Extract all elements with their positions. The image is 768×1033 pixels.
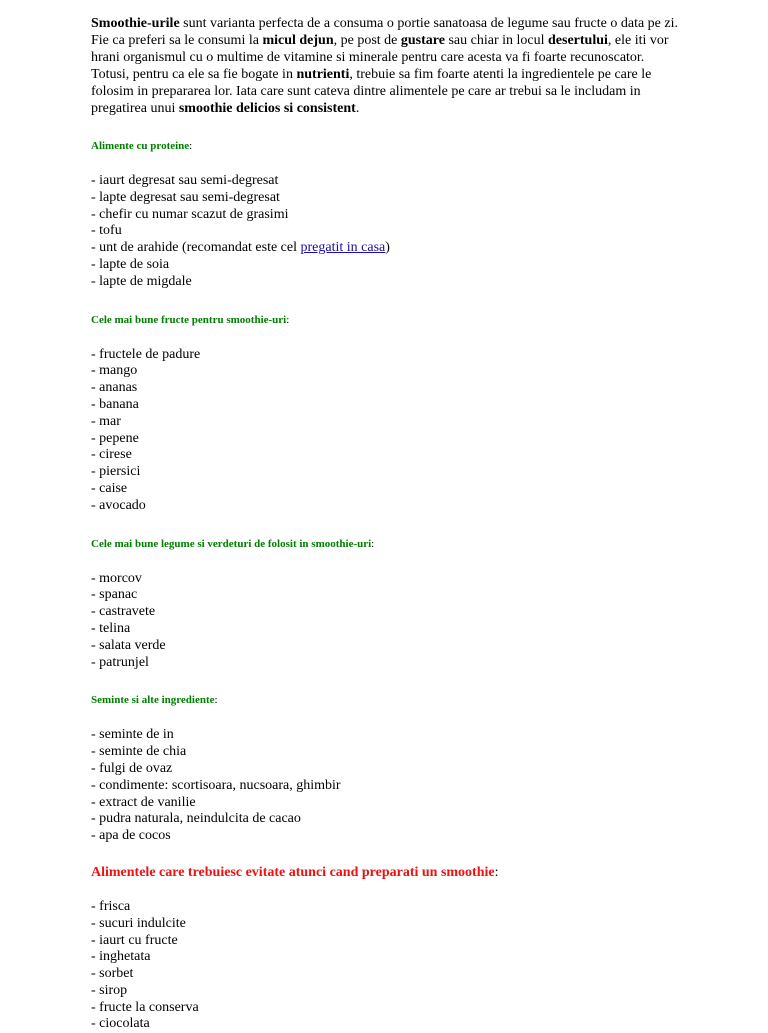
list-item: - mar bbox=[91, 413, 121, 429]
list-item: - fructele de padure bbox=[91, 346, 201, 362]
list-item: - castravete bbox=[91, 604, 156, 620]
list-item: - caise bbox=[91, 480, 128, 496]
list-item: - fructe la conserva bbox=[91, 999, 199, 1015]
list-item: - lapte de migdale bbox=[91, 273, 192, 289]
list-item: - apa de cocos bbox=[91, 828, 171, 844]
heading-colon: : bbox=[494, 864, 499, 880]
intro-text: sau chiar in locul bbox=[444, 33, 548, 48]
list-item: - extract de vanilie bbox=[91, 794, 196, 810]
seeds-list bbox=[91, 727, 681, 845]
list-item: - cirese bbox=[91, 447, 132, 463]
intro-bold-breakfast: micul dejun bbox=[262, 33, 334, 48]
list-item: - frisca bbox=[91, 898, 131, 914]
proteins-heading bbox=[91, 139, 681, 153]
proteins-list bbox=[91, 173, 681, 291]
seeds-heading bbox=[91, 693, 681, 707]
intro-bold-smoothie: Smoothie-urile bbox=[91, 16, 180, 31]
avoid-heading-text: Alimentele care trebuiesc evitate atunci cand preparati un smoothie bbox=[91, 864, 495, 880]
list-item: - spanac bbox=[91, 587, 138, 603]
list-item: - sucuri indulcite bbox=[91, 915, 186, 931]
list-item: - telina bbox=[91, 620, 131, 636]
intro-text: , pe post de bbox=[333, 33, 401, 48]
intro-text: , ele iti vor hrani organismul cu o multime de vitamine si minerale pentru care acesta va fi foarte recunoscator. Totusi, pentru ca ele sa fie bogate in bbox=[91, 33, 669, 82]
list-item: - iaurt degresat sau semi-degresat bbox=[91, 173, 279, 188]
heading-colon: : bbox=[286, 313, 290, 326]
list-item: - condimente: scortisoara, nucsoara, ghimbir bbox=[91, 777, 341, 793]
avoid-heading bbox=[91, 864, 681, 881]
intro-bold-smoothie-delicious: smoothie delicios si consistent bbox=[178, 101, 356, 116]
heading-colon: : bbox=[371, 537, 375, 550]
list-item: - tofu bbox=[91, 223, 122, 239]
intro-bold-dessert: desertului bbox=[548, 33, 608, 48]
list-item: - pepene bbox=[91, 430, 139, 446]
list-item-text: - unt de arahide (recomandat este cel bbox=[91, 240, 301, 256]
seeds-heading-text: Seminte si alte ingrediente bbox=[91, 694, 215, 707]
fruits-list bbox=[91, 347, 681, 515]
intro-text: , trebuie sa fim foarte atenti la ingredientele pe care le folosim in prepararea lor. Iata care sunt cateva dintre alimentele pe care ar trebui sa le includam in pregatirea unui bbox=[91, 67, 652, 116]
list-item-text: ) bbox=[385, 240, 390, 256]
list-item: - seminte de chia bbox=[91, 744, 187, 760]
list-item: - avocado bbox=[91, 497, 146, 513]
document-page bbox=[91, 15, 681, 1033]
intro-text: . bbox=[355, 101, 360, 116]
avoid-list bbox=[91, 899, 681, 1033]
homemade-link[interactable]: pregatit in casa bbox=[300, 240, 386, 256]
list-item: - mango bbox=[91, 363, 138, 379]
fruits-heading bbox=[91, 313, 681, 327]
heading-colon: : bbox=[214, 694, 218, 707]
intro-paragraph bbox=[91, 15, 681, 117]
list-item: - salata verde bbox=[91, 637, 166, 653]
fruits-heading-text: Cele mai bune fructe pentru smoothie-uri bbox=[91, 313, 287, 326]
list-item: - banana bbox=[91, 396, 139, 412]
vegetables-heading-text: Cele mai bune legume si verdeturi de folosit in smoothie-uri bbox=[91, 537, 372, 550]
vegetables-heading bbox=[91, 537, 681, 551]
list-item: - inghetata bbox=[91, 949, 151, 965]
list-item: - sorbet bbox=[91, 966, 134, 982]
list-item: - pudra naturala, neindulcita de cacao bbox=[91, 811, 301, 827]
intro-text: sunt varianta perfecta de a consuma o portie sanatoasa de legume sau fructe o data pe zi. Fie ca preferi sa le consumi la bbox=[91, 16, 678, 48]
proteins-heading-text: Alimente cu proteine bbox=[91, 140, 190, 152]
list-item: - fulgi de ovaz bbox=[91, 760, 173, 776]
intro-bold-snack: gustare bbox=[400, 33, 445, 48]
heading-colon: : bbox=[189, 140, 193, 152]
list-item-peanut-butter bbox=[91, 240, 681, 257]
list-item: - ananas bbox=[91, 380, 138, 396]
list-item: - sirop bbox=[91, 982, 128, 998]
list-item: - seminte de in bbox=[91, 727, 174, 743]
list-item: - piersici bbox=[91, 464, 141, 480]
list-item: - lapte degresat sau semi-degresat bbox=[91, 189, 280, 205]
list-item: - morcov bbox=[91, 570, 142, 586]
intro-bold-nutrients: nutrienti bbox=[296, 67, 350, 82]
list-item: - iaurt cu fructe bbox=[91, 932, 178, 948]
list-item: - chefir cu numar scazut de grasimi bbox=[91, 206, 289, 222]
list-item: - ciocolata bbox=[91, 1016, 150, 1032]
list-item: - patrunjel bbox=[91, 654, 149, 670]
vegetables-list bbox=[91, 571, 681, 672]
list-item: - lapte de soia bbox=[91, 256, 170, 272]
